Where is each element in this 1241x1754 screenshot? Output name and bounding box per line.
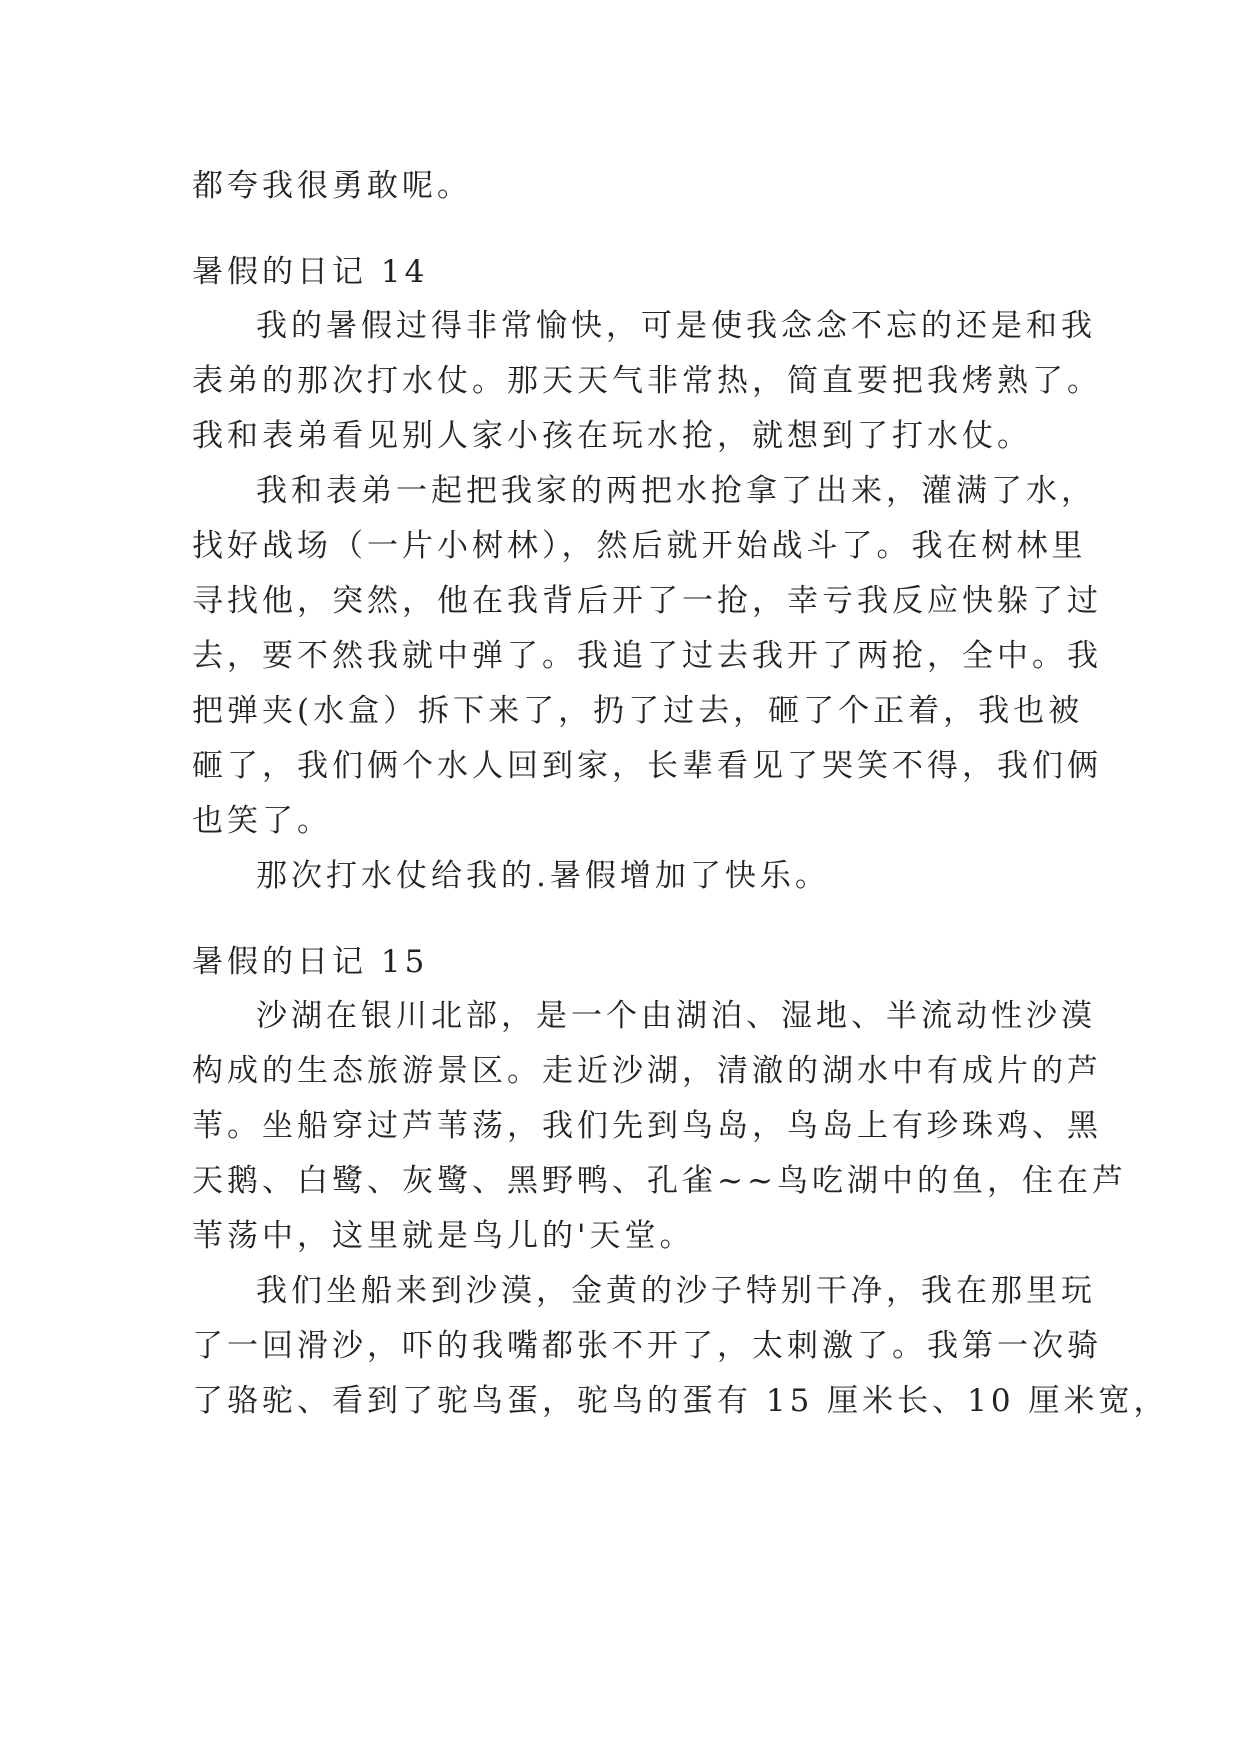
section-title: 暑假的日记 15 bbox=[192, 944, 429, 980]
text-line: 那次打水仗给我的.暑假增加了快乐。 bbox=[256, 858, 830, 894]
text-line: 找好战场（一片小树林），然后就开始战斗了。我在树林里 bbox=[192, 528, 1087, 564]
section-title: 暑假的日记 14 bbox=[192, 254, 429, 290]
text-line: 把弹夹(水盒）拆下来了，扔了过去，砸了个正着，我也被 bbox=[192, 693, 1084, 729]
text-line: 我们坐船来到沙漠，金黄的沙子特别干净，我在那里玩 bbox=[256, 1273, 1096, 1309]
text-line: 去，要不然我就中弹了。我追了过去我开了两抢，全中。我 bbox=[192, 638, 1102, 674]
text-line: 构成的生态旅游景区。走近沙湖，清澈的湖水中有成片的芦 bbox=[192, 1053, 1102, 1089]
text-line: 我的暑假过得非常愉快，可是使我念念不忘的还是和我 bbox=[256, 308, 1096, 344]
text-line: 表弟的那次打水仗。那天天气非常热，简直要把我烤熟了。 bbox=[192, 363, 1102, 399]
text-line: 了骆驼、看到了驼鸟蛋，驼鸟的蛋有 15 厘米长、10 厘米宽， bbox=[192, 1383, 1169, 1419]
text-line: 沙湖在银川北部，是一个由湖泊、湿地、半流动性沙漠 bbox=[256, 998, 1096, 1034]
text-line: 也笑了。 bbox=[192, 803, 332, 839]
text-line: 苇。坐船穿过芦苇荡，我们先到鸟岛，鸟岛上有珍珠鸡、黑 bbox=[192, 1108, 1102, 1144]
text-line: 寻找他，突然，他在我背后开了一抢，幸亏我反应快躲了过 bbox=[192, 583, 1102, 619]
text-line: 苇荡中，这里就是鸟儿的'天堂。 bbox=[192, 1218, 695, 1254]
text-line: 我和表弟看见别人家小孩在玩水抢，就想到了打水仗。 bbox=[192, 418, 1032, 454]
text-line: 砸了，我们俩个水人回到家，长辈看见了哭笑不得，我们俩 bbox=[192, 748, 1102, 784]
text-line: 我和表弟一起把我家的两把水抢拿了出来，灌满了水， bbox=[256, 473, 1096, 509]
text-line: 天鹅、白鹭、灰鹭、黑野鸭、孔雀~~鸟吃湖中的鱼，住在芦 bbox=[192, 1163, 1127, 1199]
text-line: 了一回滑沙，吓的我嘴都张不开了，太刺激了。我第一次骑 bbox=[192, 1328, 1102, 1364]
text-line: 都夸我很勇敢呢。 bbox=[192, 168, 472, 204]
